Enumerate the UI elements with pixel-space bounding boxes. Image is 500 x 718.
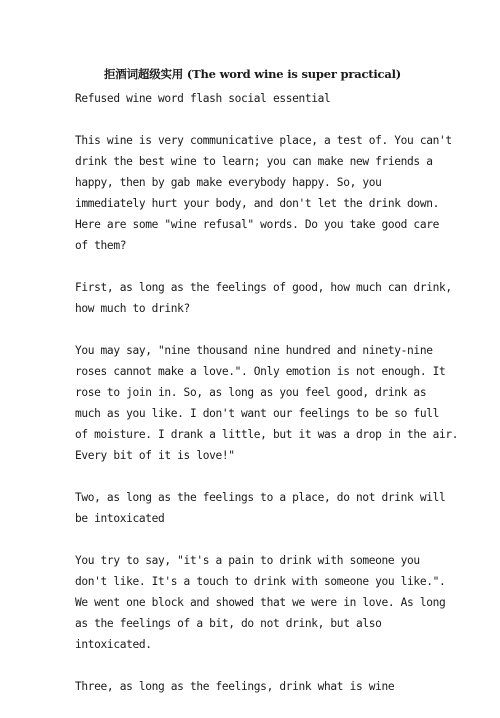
paragraph-line: Two, as long as the feelings to a place, do not drink will xyxy=(75,491,446,504)
paragraph-line: This wine is very communicative place, a test of. You can't xyxy=(75,134,452,147)
paragraph-line: You may say, "nine thousand nine hundred and ninety-nine xyxy=(75,344,433,357)
paragraph-line: of them? xyxy=(75,239,127,252)
paragraph-line: as the feelings of a bit, do not drink, but also xyxy=(75,617,382,630)
paragraph-4 xyxy=(75,487,475,529)
paragraph-line: Here are some "wine refusal" words. Do you take good care xyxy=(75,218,439,231)
paragraph-line: rose to join in. So, as long as you feel good, drink as xyxy=(75,386,427,399)
paragraph-line: of moisture. I drank a little, but it was a drop in the air. xyxy=(75,428,459,441)
paragraph-line: drink the best wine to learn; you can make new friends a xyxy=(75,155,433,168)
paragraph-line: roses cannot make a love.". Only emotion is not enough. It xyxy=(75,365,446,378)
paragraph-2 xyxy=(75,277,475,319)
document-body xyxy=(75,88,475,718)
paragraph-line: Every bit of it is love!" xyxy=(75,449,235,462)
paragraph-line: intoxicated. xyxy=(75,638,152,651)
paragraph-line: Three, as long as the feelings, drink what is wine xyxy=(75,680,395,693)
paragraph-line: You try to say, "it's a pain to drink with someone you xyxy=(75,554,420,567)
paragraph-line: be intoxicated xyxy=(75,512,165,525)
paragraph-line: how much to drink? xyxy=(75,302,190,315)
paragraph-line: much as you like. I don't want our feelings to be so full xyxy=(75,407,439,420)
paragraph-1 xyxy=(75,130,475,256)
paragraph-line: happy, then by gab make everybody happy. So, you xyxy=(75,176,382,189)
paragraph-line: First, as long as the feelings of good, how much can drink, xyxy=(75,281,452,294)
paragraph-line: immediately hurt your body, and don't let the drink down. xyxy=(75,197,439,210)
paragraph-5 xyxy=(75,550,475,655)
paragraph-line: don't like. It's a touch to drink with someone you like.". xyxy=(75,575,446,588)
paragraph-6 xyxy=(75,676,475,697)
document-subtitle: Refused wine word flash social essential xyxy=(75,92,331,105)
document-title: 拒酒词超级实用 (The word wine is super practical) xyxy=(104,67,402,81)
paragraph-line: We went one block and showed that we were in love. As long xyxy=(75,596,446,609)
paragraph-3 xyxy=(75,340,475,466)
